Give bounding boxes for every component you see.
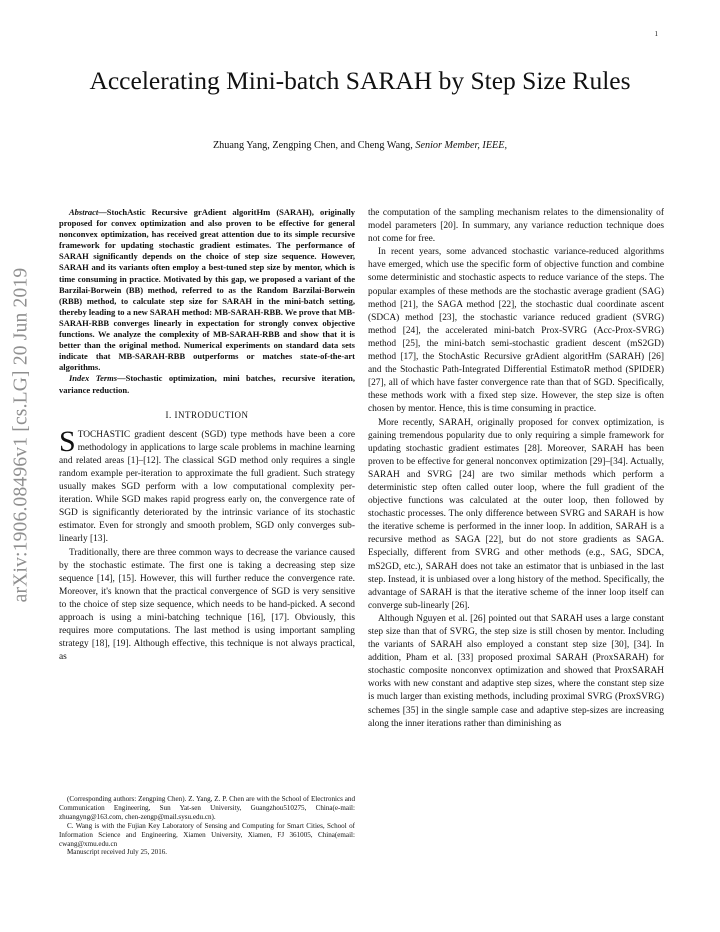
index-terms	[59, 373, 355, 395]
author-names: Zhuang Yang, Zengping Chen, and Cheng Wang,	[212, 140, 413, 151]
intro-paragraph-2: Traditionally, there are three common ways to decrease the variance caused by the stochastic estimate. The first one is taking a decreasing step size sequence [14], [15]. However, this will further reduce the convergence rate. Moreover, it's known that the practical convergence of SGD is very sensitive to the choice of step size sequence, which needs to be hand-picked. A second approach is using a mini-batching technique [16], [17]. Obviously, this requires more computations. The last method is using important sampling strategy [18], [19]. Although effective, this technique is not always practical, as	[59, 547, 355, 663]
author-line	[60, 140, 660, 151]
index-terms-label: Index Terms	[69, 373, 118, 384]
arxiv-identifier-stamp	[6, 220, 36, 650]
right-paragraph-3: More recently, SARAH, originally proposed for convex optimization, is gaining tremendous popularity due to only requiring a simple framework for updating stochastic gradient estimates [28]. Moreover, SARAH has been proven to be effective for general nonconvex optimization [29]–[34]. Actually, SARAH and SVRG [24] are two similar methods which perform a deterministic step often called outer loop, where the full gradient of the objective functions was calculated at the outer loop, then followed by stochastic processes. The only difference between SVRG and SARAH is how the iterative scheme is performed in the inner loop. In addition, SARAH is a recursive method as SAGA [22], but do not store gradients as SAGA. Especially, different from SVRG and other methods (e.g., SAG, SDCA, mS2GD, etc.), SARAH does not take an estimator that is unbiased in the last step. Instead, it is unbiased over a long history of the method. Specifically, the advantage of SARAH is that the iterative scheme of the inner loop itself can converge sub-linearly [26].	[368, 417, 664, 611]
drop-cap: S	[59, 424, 76, 458]
right-column	[368, 207, 664, 731]
intro-paragraph-1	[59, 424, 355, 547]
page-number: 1	[654, 30, 658, 38]
author-membership: Senior Member, IEEE,	[415, 140, 508, 151]
footnote-manuscript-received: Manuscript received July 25, 2016.	[67, 848, 168, 857]
right-paragraph-4: Although Nguyen et al. [26] pointed out that SARAH uses a large constant step size than that of SVRG, the step size is still chosen by mentor. Including the variants of SARAH also employed a constant step size [30], [34]. In addition, Pham et al. [33] proposed proximal SARAH (ProxSARAH) for stochastic composite nonconvex optimization and showed that ProxSARAH works with new constant and adaptive step sizes, where the constant step size is much larger than existing methods, including proximal SVRG (ProxSVRG) schemes [35] in the single sample case and adaptive step-sizes are increasing along the inner iterations rather than diminishing as	[368, 613, 664, 729]
footnote-affiliation: C. Wang is with the Fujian Key Laboratory of Sensing and Computing for Smart Cities, School of Information Science and Engineering, Xiamen University, Xiamen, FJ 361005, China(email: cwang@xmu.edu.cn	[59, 821, 355, 848]
abstract-text: —StochAstic Recursive grAdient algoritHm (SARAH), originally proposed for convex optimization and also proven to be effective for general nonconvex optimization, has received great attention due to its simple recursive framework for updating stochastic gradient estimates. The performance of SARAH significantly depends on the choice of step size sequence. However, SARAH and its variants often employ a best-tuned step size by mentor, which is time consuming in practice. Motivated by this gap, we proposed a variant of the Barzilai-Borwein (BB) method, referred to as the Random Barzilai-Borwein (RBB) method, to calculate step size for SARAH in the mini-batch setting, thereby leading to a new SARAH method: MB-SARAH-RBB. We prove that MB-SARAH-RBB converges linearly in expectation for strongly convex objective functions. We analyze the complexity of MB-SARAH-RBB and show that it is better than the original method. Numerical experiments on standard data sets indicate that MB-SARAH-RBB outperforms or matches state-of-the-art algorithms.	[59, 207, 355, 373]
abstract	[59, 207, 355, 373]
paper-title: Accelerating Mini-batch SARAH by Step Size Rules	[89, 66, 631, 95]
arxiv-identifier-text: arXiv:1906.08496v1 [cs.LG] 20 Jun 2019	[10, 267, 32, 603]
footnotes	[59, 795, 355, 857]
section-heading-introduction: I. INTRODUCTION	[165, 409, 249, 420]
intro-paragraph-1-text: TOCHASTIC gradient descent (SGD) type methods have been a core methodology in applications to large scale problems in machine learning and related areas [1]–[12]. The classical SGD method only requires a single random example per-iteration to approximate the full gradient. Such strategy usually makes SGD perform with a low computational complexity per-iteration. While SGD makes rapid progress early on, the convergence rate of SGD is significantly deteriorated by the intrinsic variance of its stochastic estimator. Even for strongly and smooth problem, SGD only converges sub-linearly [13].	[59, 429, 355, 545]
right-paragraph-2: In recent years, some advanced stochastic variance-reduced algorithms have emerged, which use the specific form of objective function and combine some deterministic and stochastic aspects to reduce variance of the steps. The popular examples of these methods are the stochastic average gradient (SAG) method [21], the SAGA method [22], the stochastic dual coordinate ascent (SDCA) method [23], the stochastic variance reduced gradient (SVRG) method [24], the accelerated mini-batch Prox-SVRG (Acc-Prox-SVRG) method [25], the mini-batch semi-stochastic gradient descent (mS2GD) method [17], the StochAstic Recursive grAdient algoritHm (SARAH) [26] and the Stochastic Path-Integrated Differential EstimatoR method (SPIDER) [27], all of which have faster convergence rate than that of SGD. Specifically, these methods work with a fixed step size. However, the step size is often chosen by mentor. Hence, this is time consuming in practice.	[368, 247, 664, 415]
right-paragraph-1: the computation of the sampling mechanism relates to the dimensionality of model parameters [20]. In summary, any variance reduction technique does not come for free.	[368, 208, 664, 245]
footnote-corresponding-authors: (Corresponding authors: Zengping Chen). Z. Yang, Z. P. Chen are with the School of Electronics and Communication Engineering, Sun Yat-sen University, Guangzhou510275, China(e-mail: zhuangyng@163.com, chen-zengp@mail.sysu.edu.cn).	[59, 795, 355, 821]
index-terms-text: —Stochastic optimization, mini batches, recursive iteration, variance reduction.	[59, 373, 355, 395]
abstract-label: Abstract	[69, 207, 99, 217]
left-column	[59, 207, 355, 664]
